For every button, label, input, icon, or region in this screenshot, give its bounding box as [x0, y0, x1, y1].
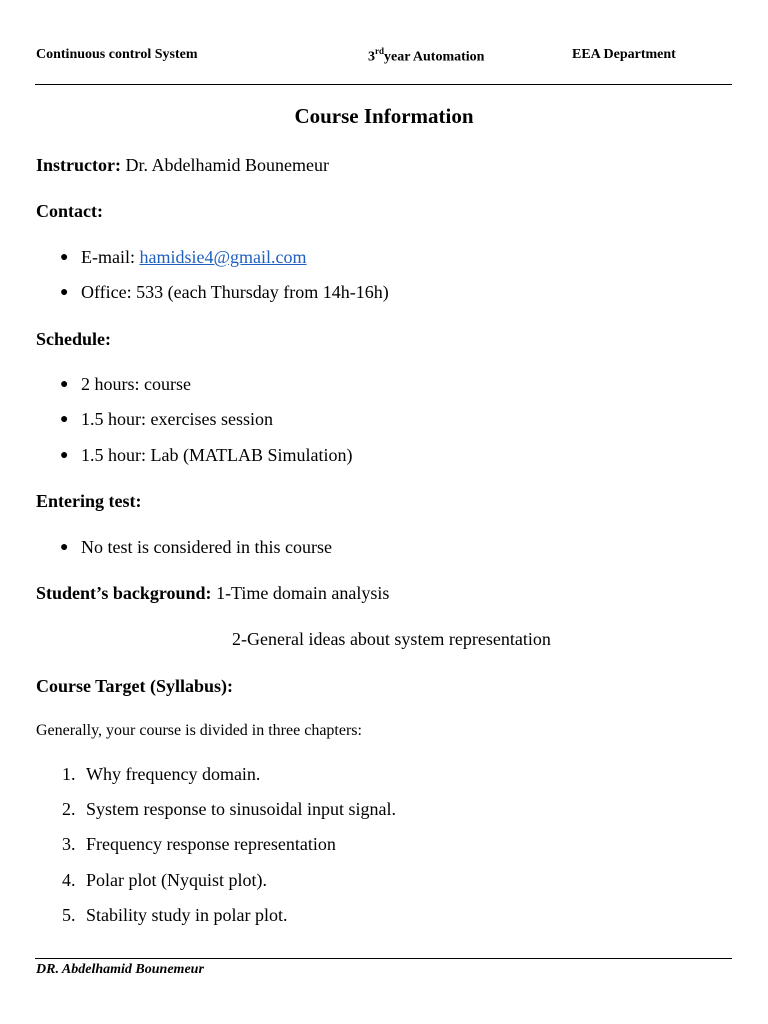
syllabus-item [62, 834, 336, 855]
bullet-icon: ● [60, 448, 69, 463]
schedule-heading [36, 329, 111, 350]
syllabus-item-text: Why frequency domain. [86, 764, 261, 784]
schedule-item-text: 2 hours: course [81, 374, 191, 394]
contact-heading [36, 201, 103, 222]
page-header [0, 0, 768, 85]
entering-test-label: Entering test: [36, 491, 142, 511]
syllabus-item [62, 799, 396, 820]
list-number: 3. [62, 834, 76, 854]
page-title: Course Information [294, 104, 474, 128]
contact-label: Contact: [36, 201, 103, 221]
syllabus-item [62, 764, 260, 785]
email-label: E-mail: [81, 247, 140, 267]
entering-test-text: No test is considered in this course [81, 537, 332, 557]
bullet-icon: ● [60, 412, 69, 427]
header-year-label: year Automation [384, 49, 485, 65]
schedule-label: Schedule: [36, 329, 112, 349]
page-footer: DR. Abdelhamid Bounemeur [36, 962, 204, 977]
header-department: EEA Department [572, 47, 676, 62]
syllabus-heading [36, 676, 233, 697]
list-number: 1. [62, 764, 76, 784]
bullet-icon: ● [60, 285, 69, 300]
schedule-item-text: 1.5 hour: exercises session [81, 409, 273, 429]
instructor-label: Instructor: [36, 155, 121, 175]
schedule-item-text: 1.5 hour: Lab (MATLAB Simulation) [81, 445, 353, 465]
background-item-2: 2-General ideas about system representation [232, 629, 551, 649]
entering-test-item [60, 537, 332, 558]
syllabus-item-text: Polar plot (Nyquist plot). [86, 870, 267, 890]
schedule-item [60, 409, 273, 430]
syllabus-item-text: Frequency response representation [86, 834, 336, 854]
email-link[interactable]: hamidsie4@gmail.com [139, 247, 307, 267]
office-text: Office: 533 (each Thursday from 14h-16h) [81, 282, 389, 302]
header-year-number: 3 [368, 49, 375, 65]
syllabus-item-text: System response to sinusoidal input signal. [86, 799, 396, 819]
background-item-1: 1-Time domain analysis [216, 583, 390, 603]
list-number: 5. [62, 905, 76, 925]
bullet-icon: ● [60, 540, 69, 555]
background-line [36, 583, 389, 604]
syllabus-intro: Generally, your course is divided in three chapters: [36, 722, 362, 739]
header-year-suffix: rd [375, 46, 384, 56]
syllabus-label: Course Target (Syllabus): [36, 676, 234, 696]
footer-divider [35, 958, 732, 959]
list-number: 2. [62, 799, 76, 819]
schedule-item [60, 374, 191, 395]
contact-office-item [60, 282, 389, 303]
bullet-icon: ● [60, 377, 69, 392]
syllabus-item [62, 905, 288, 926]
instructor-line [36, 155, 329, 176]
entering-test-heading [36, 491, 141, 512]
syllabus-item-text: Stability study in polar plot. [86, 905, 288, 925]
syllabus-item [62, 870, 267, 891]
schedule-item [60, 445, 352, 466]
header-divider [35, 84, 732, 85]
bullet-icon: ● [60, 250, 69, 265]
header-course-name: Continuous control System [36, 47, 198, 62]
list-number: 4. [62, 870, 76, 890]
contact-email-item [60, 247, 307, 268]
header-year [368, 47, 484, 66]
background-label: Student’s background: [36, 583, 212, 603]
instructor-name: Dr. Abdelhamid Bounemeur [125, 155, 329, 175]
